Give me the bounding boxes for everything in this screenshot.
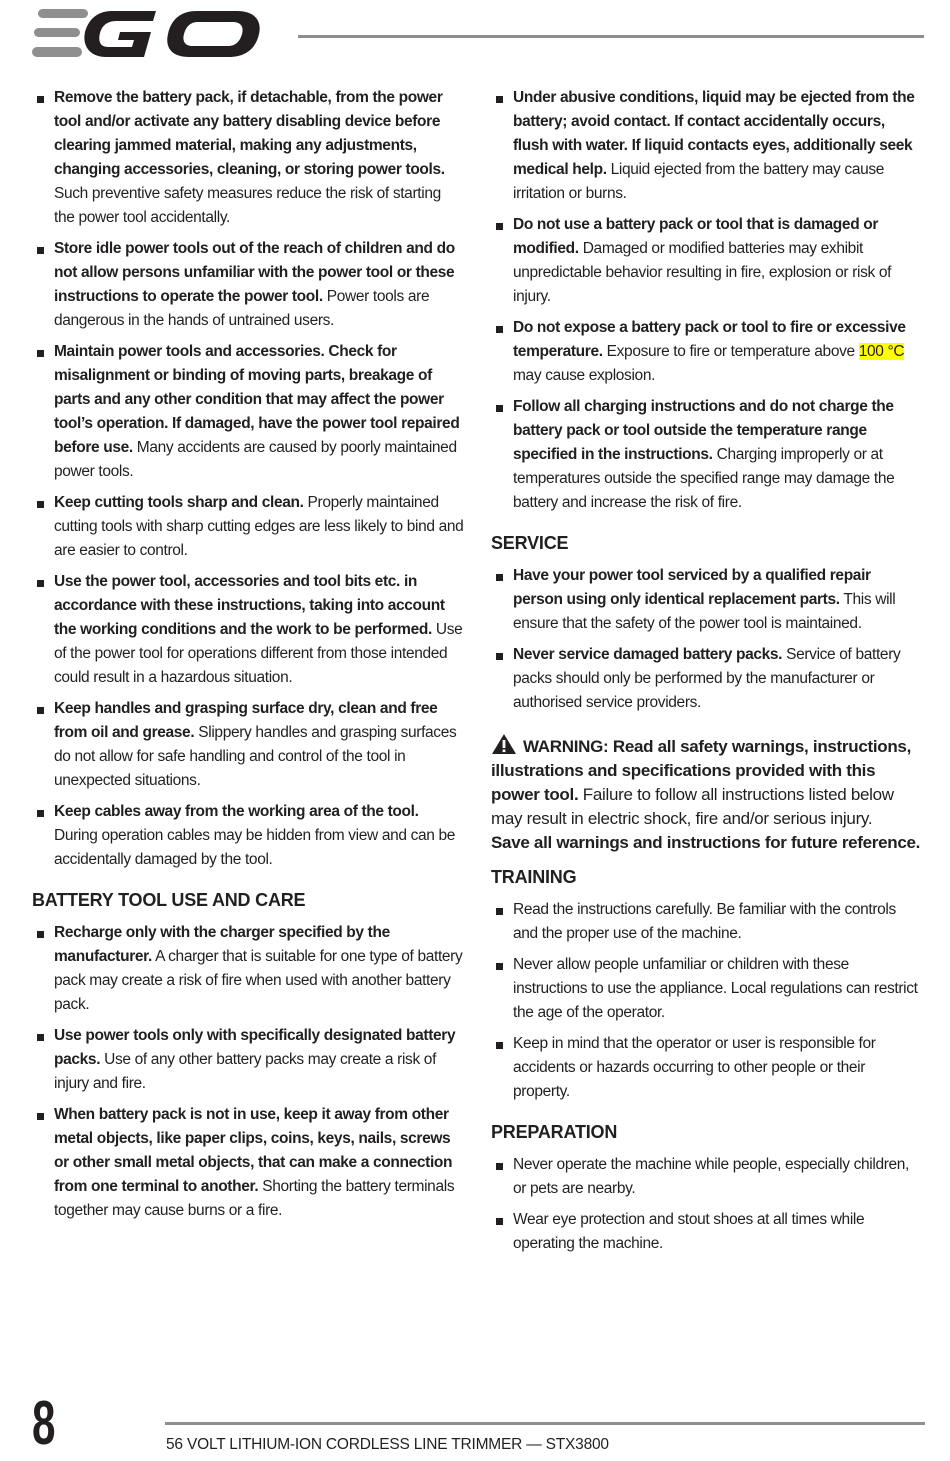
preparation-section-heading: PREPARATION xyxy=(491,1122,618,1142)
bullet-text: A charger that is suitable for one type of battery pack may create a risk of fire when used with another battery pack. xyxy=(54,948,463,1013)
warning-block xyxy=(491,733,923,855)
training-section-heading: TRAINING xyxy=(491,867,577,887)
bullet-bold-text: Remove the battery pack, if detachable, from the power tool and/or activate any battery disabling device before clearing jammed material, making any adjustments, changing accessories, cleaning, or storing power tools. xyxy=(54,89,445,178)
bullet-bold-text: Do not use a battery pack or tool that is damaged or modified. xyxy=(513,216,879,257)
bullet-bold-text: When battery pack is not in use, keep it away from other metal objects, like paper clips, coins, keys, nails, screws or other small metal objects, that can make a connection from one terminal to another. xyxy=(54,1106,453,1195)
bullet-bold-text: Never service damaged battery packs. xyxy=(513,646,783,663)
bullet-square xyxy=(37,350,44,357)
bullet-square xyxy=(37,810,44,817)
bullet-square xyxy=(496,223,503,230)
bullet-square xyxy=(37,96,44,103)
bullet-text: Such preventive safety measures reduce the risk of starting the power tool accidentally. xyxy=(54,185,441,226)
list-item xyxy=(491,1153,923,1201)
list-item xyxy=(491,213,923,309)
bullet-square xyxy=(496,963,503,970)
bullet-square xyxy=(496,1042,503,1049)
list-item xyxy=(32,1024,464,1096)
list-item xyxy=(32,921,464,1017)
bullet-square xyxy=(496,908,503,915)
bullet-text: Keep in mind that the operator or user is responsible for accidents or hazards occurring to other people or their property. xyxy=(513,1035,876,1100)
service-section-heading: SERVICE xyxy=(491,533,569,553)
bullet-square xyxy=(496,326,503,333)
bullet-bold-text: Keep cutting tools sharp and clean. xyxy=(54,494,304,511)
bullet-square xyxy=(37,1113,44,1120)
warning-bold-text: WARNING: Read all safety warnings, instructions, illustrations and specifications provided with this power tool. xyxy=(491,737,912,804)
bullet-text: Use of any other battery packs may create a risk of injury and fire. xyxy=(54,1051,437,1092)
bullet-text: Exposure to fire or temperature above xyxy=(602,343,859,360)
bullet-bold-text: Follow all charging instructions and do not charge the battery pack or tool outside the temperature range specified in the instructions. xyxy=(513,398,894,463)
save-instructions-text: Save all warnings and instructions for future reference. xyxy=(491,833,921,852)
bullet-bold-text: Have your power tool serviced by a qualified repair person using only identical replacement parts. xyxy=(513,567,871,608)
bullet-text: may cause explosion. xyxy=(513,367,656,384)
page-number: 8 xyxy=(32,1389,55,1458)
list-item xyxy=(32,491,464,563)
bullet-square xyxy=(37,931,44,938)
list-item xyxy=(491,1208,923,1256)
bullet-text: Never allow people unfamiliar or children with these instructions to use the appliance. Local regulations can restrict the age of the operator. xyxy=(513,956,918,1021)
bullet-bold-text: Use the power tool, accessories and tool bits etc. in accordance with these instructions, taking into account the working conditions and the work to be performed. xyxy=(54,573,445,638)
highlighted-temperature: 100 °C xyxy=(858,343,905,360)
list-item xyxy=(32,1103,464,1223)
footer-title: 56 VOLT LITHIUM-ION CORDLESS LINE TRIMMER — STX3800 xyxy=(166,1436,609,1453)
header-rule xyxy=(298,35,924,38)
bullet-square xyxy=(37,1034,44,1041)
bullet-square xyxy=(496,653,503,660)
warning-text: Failure to follow all instructions listed below may result in electric shock, fire and/or serious injury. xyxy=(491,785,894,828)
list-item xyxy=(32,570,464,690)
bullet-square xyxy=(496,405,503,412)
bullet-square xyxy=(37,580,44,587)
bullet-text: Shorting the battery terminals together may cause burns or a fire. xyxy=(54,1178,455,1219)
bullet-text: Charging improperly or at temperatures outside the specified range may damage the battery and increase the risk of fire. xyxy=(513,446,895,511)
list-item xyxy=(32,800,464,872)
list-item xyxy=(32,86,464,230)
bullet-text: Wear eye protection and stout shoes at all times while operating the machine. xyxy=(513,1211,865,1252)
list-item xyxy=(32,237,464,333)
bullet-square xyxy=(496,574,503,581)
bullet-square xyxy=(496,1163,503,1170)
bullet-text: Service of battery packs should only be performed by the manufacturer or authorised service providers. xyxy=(513,646,901,711)
bullet-square xyxy=(496,1218,503,1225)
bullet-text: Slippery handles and grasping surfaces do not allow for safe handling and control of the tool in unexpected situations. xyxy=(54,724,457,789)
bullet-bold-text: Recharge only with the charger specified by the manufacturer. xyxy=(54,924,390,965)
list-item xyxy=(491,564,923,636)
bullet-square xyxy=(37,501,44,508)
warning-triangle-icon xyxy=(491,733,517,755)
list-item xyxy=(32,697,464,793)
list-item xyxy=(491,953,923,1025)
footer-rule xyxy=(165,1422,925,1425)
list-item xyxy=(491,86,923,206)
bullet-text: Power tools are dangerous in the hands of untrained users. xyxy=(54,288,430,329)
bullet-bold-text: Do not expose a battery pack or tool to fire or excessive temperature. xyxy=(513,319,906,360)
bullet-square xyxy=(496,96,503,103)
bullet-bold-text: Use power tools only with specifically designated battery packs. xyxy=(54,1027,456,1068)
bullet-bold-text: Under abusive conditions, liquid may be ejected from the battery; avoid contact. If contact accidentally occurs, flush with water. If liquid contacts eyes, additionally seek medical help. xyxy=(513,89,915,178)
list-item xyxy=(491,1032,923,1104)
bullet-square xyxy=(37,707,44,714)
bullet-text: This will ensure that the safety of the power tool is maintained. xyxy=(513,591,896,632)
bullet-bold-text: Maintain power tools and accessories. Check for misalignment or binding of moving parts, breakage of parts and any other condition that may affect the power tool’s operation. If damaged, have the power tool repaired before use. xyxy=(54,343,460,456)
bullet-text: Damaged or modified batteries may exhibit unpredictable behavior resulting in fire, explosion or risk of injury. xyxy=(513,240,892,305)
ego-logo xyxy=(32,8,274,64)
bullet-text: Read the instructions carefully. Be familiar with the controls and the proper use of the machine. xyxy=(513,901,896,942)
bullet-bold-text: Keep cables away from the working area of the tool. xyxy=(54,803,419,820)
bullet-text: Properly maintained cutting tools with sharp cutting edges are less likely to bind and are easier to control. xyxy=(54,494,464,559)
bullet-text: Many accidents are caused by poorly maintained power tools. xyxy=(54,439,457,480)
list-item xyxy=(32,340,464,484)
bullet-text: Liquid ejected from the battery may cause irritation or burns. xyxy=(513,161,885,202)
list-item xyxy=(491,395,923,515)
list-item xyxy=(491,643,923,715)
right-column xyxy=(491,86,923,1263)
list-item xyxy=(491,898,923,946)
bullet-text: During operation cables may be hidden from view and can be accidentally damaged by the tool. xyxy=(54,827,456,868)
bullet-text: Use of the power tool for operations different from those intended could result in a hazardous situation. xyxy=(54,621,463,686)
list-item xyxy=(491,316,923,388)
bullet-bold-text: Store idle power tools out of the reach of children and do not allow persons unfamiliar with the power tool or these instructions to operate the power tool. xyxy=(54,240,455,305)
bullet-text: Never operate the machine while people, especially children, or pets are nearby. xyxy=(513,1156,910,1197)
bullet-square xyxy=(37,247,44,254)
bullet-bold-text: Keep handles and grasping surface dry, clean and free from oil and grease. xyxy=(54,700,438,741)
left-column xyxy=(32,86,464,1230)
battery-section-heading: BATTERY TOOL USE AND CARE xyxy=(32,890,306,910)
